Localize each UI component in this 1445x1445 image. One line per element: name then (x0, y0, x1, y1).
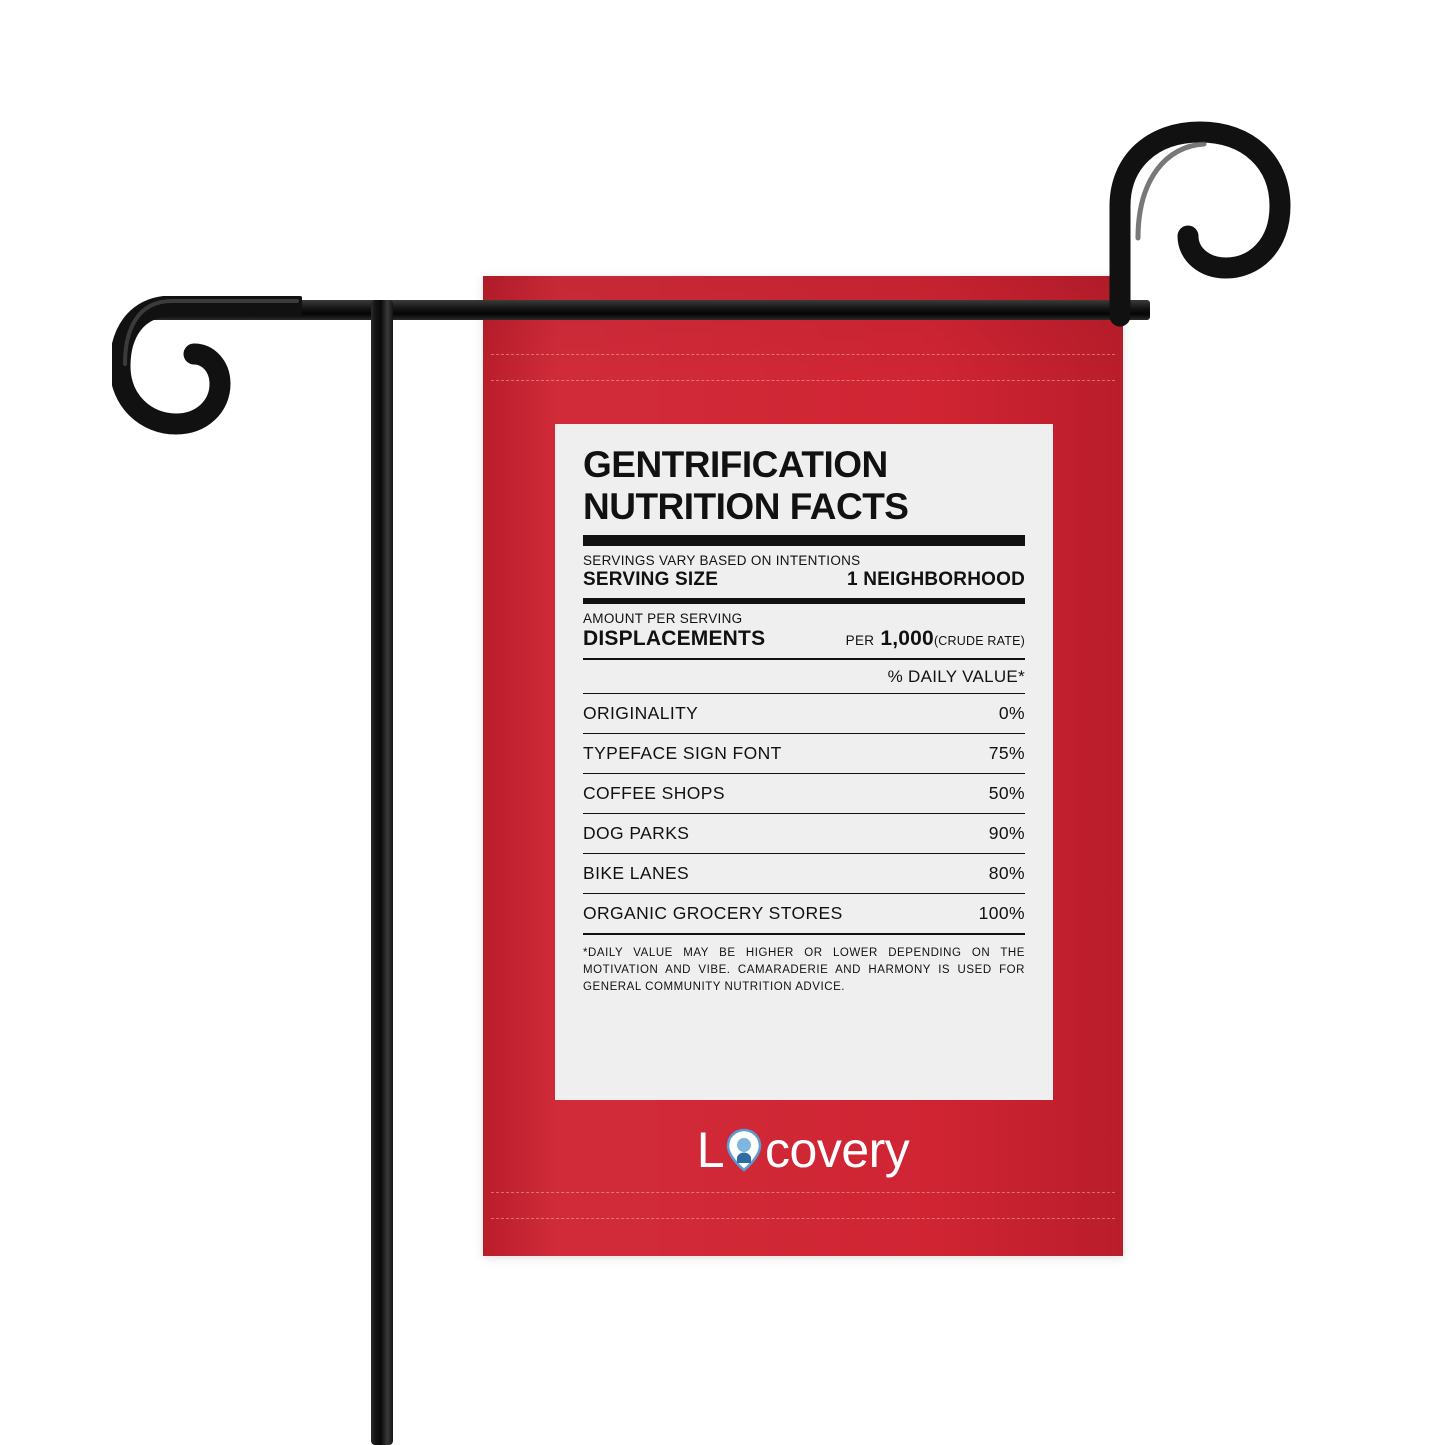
brand-name-suffix: covery (765, 1122, 910, 1178)
servings-note: SERVINGS VARY BASED ON INTENTIONS (583, 552, 861, 568)
nutrient-name: DOG PARKS (583, 822, 690, 843)
serving-size-label: SERVING SIZE (583, 568, 719, 590)
brand-name-prefix: L (696, 1122, 725, 1178)
flag-pole-left-hook (112, 296, 302, 461)
flag-seam-bottom-2 (491, 1218, 1115, 1219)
nutrient-value: 100% (978, 902, 1025, 923)
nutrient-value: 90% (988, 822, 1025, 843)
divider-thick-top (583, 535, 1025, 546)
label-title-line-2: NUTRITION FACTS (583, 486, 909, 528)
nutrient-value: 0% (998, 702, 1025, 723)
nutrient-value: 75% (988, 742, 1025, 763)
serving-size-value: 1 NEIGHBORHOOD (846, 568, 1025, 590)
displacements-value-group (846, 627, 1025, 651)
serving-size-row (583, 568, 1025, 598)
label-title-line-1: GENTRIFICATION (583, 444, 888, 485)
displacements-per-prefix: PER (845, 632, 875, 648)
displacements-amount: 1,000 (880, 626, 934, 650)
nutrient-row (583, 734, 1025, 773)
nutrient-row (583, 814, 1025, 853)
nutrient-row (583, 854, 1025, 893)
flag-pole-vertical (371, 300, 393, 1445)
nutrient-row (583, 894, 1025, 933)
garden-flag (483, 276, 1123, 1256)
flag-sleeve (483, 276, 1123, 380)
displacements-label: DISPLACEMENTS (583, 626, 766, 650)
flag-pole-right-hook (1108, 118, 1318, 333)
flag-seam-bottom-1 (491, 1192, 1115, 1193)
nutrient-name: TYPEFACE SIGN FONT (583, 742, 782, 763)
nutrient-name: ORGANIC GROCERY STORES (583, 902, 843, 923)
nutrient-name: COFFEE SHOPS (583, 782, 725, 803)
flag-seam-top-2 (491, 380, 1115, 381)
nutrient-row (583, 694, 1025, 733)
displacements-row (583, 626, 1025, 658)
nutrient-value: 50% (988, 782, 1025, 803)
map-pin-icon (724, 1127, 764, 1173)
amount-per-serving-label: AMOUNT PER SERVING (583, 610, 743, 626)
brand-wordmark (483, 1121, 1123, 1179)
displacements-crude-rate: (CRUDE RATE) (933, 633, 1025, 648)
flag-seam-top-1 (491, 354, 1115, 355)
nutrient-name: ORIGINALITY (583, 702, 699, 723)
nutrition-facts-label (555, 424, 1053, 1100)
nutrient-row (583, 774, 1025, 813)
nutrient-name: BIKE LANES (583, 862, 690, 883)
label-footnote: *DAILY VALUE MAY BE HIGHER OR LOWER DEPENDING ON THE MOTIVATION AND VIBE. CAMARADERIE AND HARMONY IS USED FOR GENERAL COMMUNITY NUTRITION ADVICE. (583, 946, 1025, 994)
daily-value-header: % DAILY VALUE* (887, 666, 1025, 686)
nutrient-value: 80% (988, 862, 1025, 883)
